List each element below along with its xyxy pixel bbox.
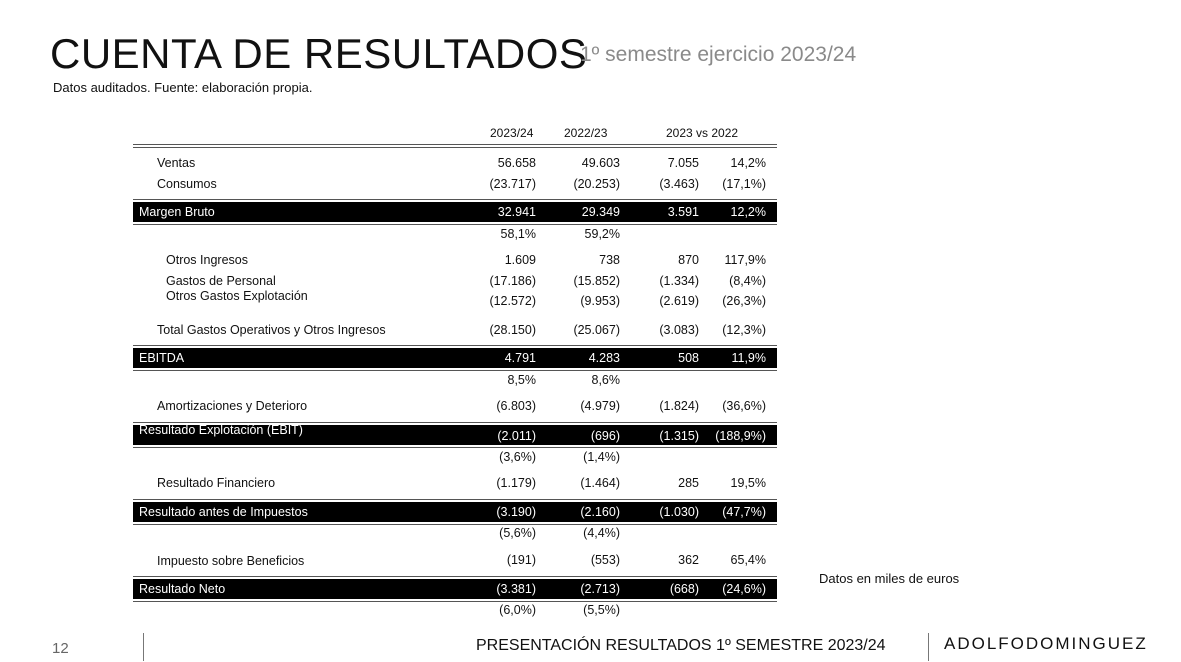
value-pct: 14,2% <box>730 156 766 170</box>
row-label: Otros Ingresos <box>166 253 248 267</box>
value-diff: 508 <box>678 351 699 365</box>
units-note: Datos en miles de euros <box>819 571 960 586</box>
table-row-consumos <box>133 174 777 194</box>
value-2023-24: (12.572) <box>489 294 536 308</box>
row-label: Resultado Financiero <box>157 476 276 490</box>
table-row-ebitda <box>133 348 777 368</box>
value-pct: 65,4% <box>730 553 766 567</box>
value-2022-23: (696) <box>590 429 620 443</box>
value-2022-23: (15.852) <box>573 274 620 288</box>
value-2023-24: (23.717) <box>489 177 536 191</box>
value-2022-23: (2.713) <box>580 582 620 596</box>
row-label: Consumos <box>157 177 217 191</box>
value-pct: (24,6%) <box>722 582 766 596</box>
row-label: Total Gastos Operativos y Otros Ingresos <box>157 323 386 337</box>
margin-pct-2022-23: (4,4%) <box>583 526 620 540</box>
value-pct: 117,9% <box>724 253 766 267</box>
page-subtitle: 1º semestre ejercicio 2023/24 <box>580 43 857 66</box>
value-diff: 362 <box>678 553 699 567</box>
footer-divider <box>143 633 144 661</box>
table-row-resultado-antes-impuestos <box>133 502 777 522</box>
value-2022-23: (9.953) <box>580 294 620 308</box>
value-pct: (17,1%) <box>722 177 766 191</box>
page-title: CUENTA DE RESULTADOS <box>50 30 588 77</box>
source-note: Datos auditados. Fuente: elaboración propia. <box>53 80 313 95</box>
table-row-ventas <box>133 153 777 173</box>
value-pct: (47,7%) <box>722 505 766 519</box>
row-label: Impuesto sobre Beneficios <box>157 554 305 568</box>
column-header-2022-23: 2022/23 <box>564 126 608 140</box>
row-label: Gastos de Personal <box>166 274 276 288</box>
margin-pct-row <box>133 224 777 242</box>
value-2022-23: 49.603 <box>581 156 620 170</box>
margin-pct-2023-24: 8,5% <box>507 373 536 387</box>
value-2022-23: 29.349 <box>581 205 620 219</box>
value-diff: (1.030) <box>659 505 699 519</box>
value-2022-23: (1.464) <box>580 476 620 490</box>
value-diff: (3.083) <box>659 323 699 337</box>
table-row-resultado-financiero <box>133 473 777 493</box>
value-2022-23: (4.979) <box>580 399 620 413</box>
value-2023-24: (6.803) <box>496 399 536 413</box>
margin-pct-row <box>133 600 777 618</box>
value-2023-24: 32.941 <box>497 205 536 219</box>
table-row-gastos-personal <box>133 271 777 291</box>
value-pct: (26,3%) <box>722 294 766 308</box>
value-2022-23: (25.067) <box>573 323 620 337</box>
row-label: Ventas <box>157 156 196 170</box>
value-pct: (8,4%) <box>729 274 766 288</box>
value-2023-24: 1.609 <box>504 253 536 267</box>
value-diff: 3.591 <box>667 205 699 219</box>
value-2023-24: 4.791 <box>504 351 536 365</box>
margin-pct-2023-24: (6,0%) <box>499 603 536 617</box>
value-diff: (1.315) <box>659 429 699 443</box>
value-pct: 11,9% <box>731 351 766 365</box>
row-label: Resultado antes de Impuestos <box>139 505 308 519</box>
value-pct: (188,9%) <box>715 429 766 443</box>
table-row-ebit <box>133 425 777 445</box>
margin-pct-2022-23: 8,6% <box>591 373 620 387</box>
value-diff: (3.463) <box>659 177 699 191</box>
value-2022-23: 4.283 <box>588 351 620 365</box>
value-2023-24: 56.658 <box>497 156 536 170</box>
value-pct: 19,5% <box>730 476 766 490</box>
value-diff: (668) <box>669 582 699 596</box>
value-2023-24: (191) <box>506 553 536 567</box>
column-header-2023-24: 2023/24 <box>490 126 534 140</box>
margin-pct-row <box>133 370 777 388</box>
value-diff: (1.824) <box>659 399 699 413</box>
value-2023-24: (28.150) <box>489 323 536 337</box>
margin-pct-row <box>133 447 777 465</box>
table-row-otros-gastos <box>133 290 777 310</box>
row-label: Resultado Neto <box>139 582 226 596</box>
row-label: Resultado Explotación (EBIT) <box>139 423 303 437</box>
margin-pct-2022-23: 59,2% <box>584 227 620 241</box>
margin-pct-2023-24: (3,6%) <box>499 450 536 464</box>
table-row-amortizaciones <box>133 396 777 416</box>
value-pct: (12,3%) <box>722 323 766 337</box>
header-divider <box>133 144 777 148</box>
row-label: EBITDA <box>139 351 185 365</box>
table-row-resultado-neto <box>133 579 777 599</box>
value-diff: 870 <box>678 253 699 267</box>
value-diff: 7.055 <box>667 156 699 170</box>
value-2023-24: (1.179) <box>496 476 536 490</box>
value-diff: (2.619) <box>659 294 699 308</box>
value-2023-24: (2.011) <box>497 429 536 443</box>
table-row-total-gastos <box>133 320 777 340</box>
margin-pct-2022-23: (5,5%) <box>583 603 620 617</box>
table-row-margen-bruto <box>133 202 777 222</box>
margin-pct-2023-24: (5,6%) <box>499 526 536 540</box>
table-row-impuesto <box>133 550 777 570</box>
row-label: Amortizaciones y Deterioro <box>157 399 308 413</box>
value-pct: (36,6%) <box>722 399 766 413</box>
value-2022-23: (553) <box>590 553 620 567</box>
value-2023-24: (17.186) <box>489 274 536 288</box>
margin-pct-row <box>133 523 777 541</box>
margin-pct-2023-24: 58,1% <box>500 227 536 241</box>
value-2022-23: (2.160) <box>580 505 620 519</box>
value-diff: 285 <box>678 476 699 490</box>
table-row-otros-ingresos <box>133 250 777 270</box>
row-label: Margen Bruto <box>139 205 215 219</box>
value-2022-23: (20.253) <box>573 177 620 191</box>
value-diff: (1.334) <box>659 274 699 288</box>
value-2023-24: (3.381) <box>496 582 536 596</box>
value-2022-23: 738 <box>599 253 620 267</box>
margin-pct-2022-23: (1,4%) <box>583 450 620 464</box>
page-number: 12 <box>52 640 69 657</box>
value-pct: 12,2% <box>730 205 766 219</box>
column-header-variation: 2023 vs 2022 <box>666 126 739 140</box>
footer-divider <box>928 633 929 661</box>
brand-logo: ADOLFODOMINGUEZ <box>944 634 1148 653</box>
value-2023-24: (3.190) <box>496 505 536 519</box>
footer-title: PRESENTACIÓN RESULTADOS 1º SEMESTRE 2023/24 <box>476 637 886 654</box>
row-label: Otros Gastos Explotación <box>166 289 308 303</box>
